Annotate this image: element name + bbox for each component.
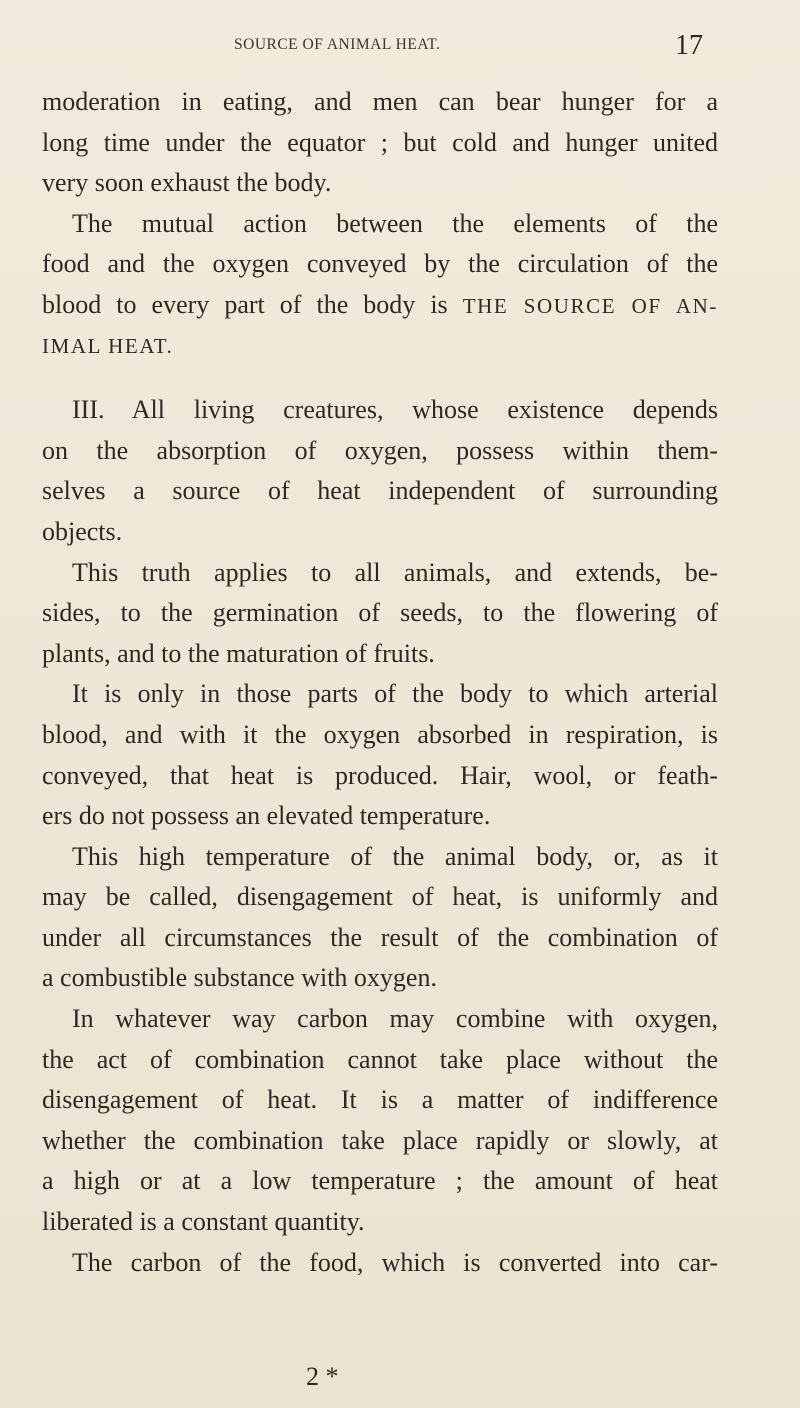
text-line: the act of combination cannot take place without the xyxy=(42,1044,718,1074)
text-line: It is only in those parts of the body to which arterial xyxy=(72,679,718,709)
text-line: In whatever way carbon may combine with oxygen, xyxy=(72,1004,718,1034)
text-line: plants, and to the maturation of fruits. xyxy=(42,638,435,668)
text-line: very soon exhaust the body. xyxy=(42,168,332,198)
text-line: may be called, disengagement of heat, is uniformly and xyxy=(42,882,718,912)
text-line: This high temperature of the animal body, or, as it xyxy=(72,841,718,871)
text-line: liberated is a constant quantity. xyxy=(42,1207,365,1237)
section-III-start: III. All living creatures, whose existence depends xyxy=(72,395,718,425)
signature-mark: 2 * xyxy=(306,1362,339,1391)
text-line: a high or at a low temperature ; the amount of heat xyxy=(42,1166,718,1196)
page-number: 17 xyxy=(675,30,703,61)
text-line: This truth applies to all animals, and extends, be- xyxy=(72,557,718,587)
text-segment: blood to every part of the body is xyxy=(42,289,448,319)
text-line: The carbon of the food, which is converted into car- xyxy=(72,1247,718,1277)
running-head: SOURCE OF ANIMAL HEAT. xyxy=(234,36,441,53)
text-line: on the absorption of oxygen, possess within them- xyxy=(42,435,718,465)
text-line: The mutual action between the elements of the xyxy=(72,208,718,238)
text-line: a combustible substance with oxygen. xyxy=(42,963,437,993)
text-line: food and the oxygen conveyed by the circulation of the xyxy=(42,249,718,279)
text-line: long time under the equator ; but cold and hunger united xyxy=(42,127,718,157)
smallcaps-term-continued: IMAL HEAT. xyxy=(42,333,174,358)
text-line: ers do not possess an elevated temperature. xyxy=(42,801,491,831)
text-line-with-smallcaps xyxy=(42,285,718,326)
text-line: conveyed, that heat is produced. Hair, wool, or feath- xyxy=(42,760,718,790)
text-line: whether the combination take place rapidly or slowly, at xyxy=(42,1125,718,1155)
page-header xyxy=(0,30,800,64)
section-gap xyxy=(42,366,718,390)
text-line: selves a source of heat independent of surrounding xyxy=(42,476,718,506)
text-line: under all circumstances the result of the combination of xyxy=(42,922,718,952)
text-line: disengagement of heat. It is a matter of indifference xyxy=(42,1085,718,1115)
smallcaps-term: THE SOURCE OF AN- xyxy=(462,293,718,318)
text-line: objects. xyxy=(42,516,123,546)
body-text xyxy=(42,82,718,1283)
text-line: sides, to the germination of seeds, to the flowering of xyxy=(42,598,718,628)
text-line: blood, and with it the oxygen absorbed in respiration, is xyxy=(42,719,718,749)
text-line: moderation in eating, and men can bear hunger for a xyxy=(42,87,718,116)
